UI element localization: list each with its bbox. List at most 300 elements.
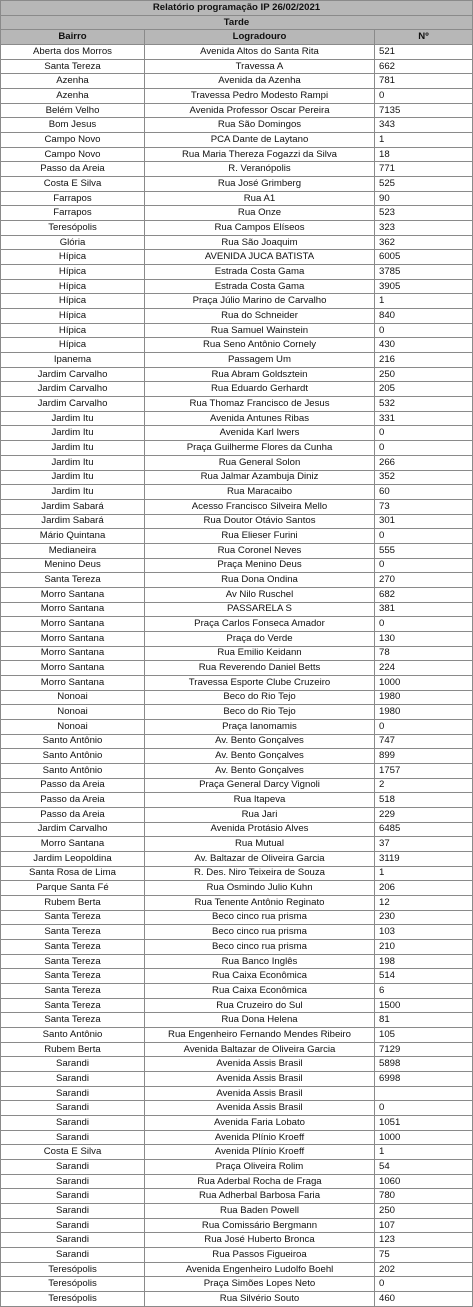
logradouro-cell: Travessa Esporte Clube Cruzeiro <box>145 675 375 690</box>
numero-cell: 60 <box>375 485 473 500</box>
logradouro-cell: Praça Carlos Fonseca Amador <box>145 617 375 632</box>
numero-cell: 323 <box>375 221 473 236</box>
numero-cell: 1 <box>375 1145 473 1160</box>
numero-cell: 747 <box>375 734 473 749</box>
numero-cell: 3119 <box>375 851 473 866</box>
logradouro-cell: Beco do Rio Tejo <box>145 690 375 705</box>
bairro-cell: Santo Antônio <box>1 749 145 764</box>
table-row <box>1 470 473 485</box>
bairro-cell: Santa Tereza <box>1 984 145 999</box>
bairro-cell: Sarandi <box>1 1057 145 1072</box>
numero-cell: 6485 <box>375 822 473 837</box>
numero-cell: 781 <box>375 74 473 89</box>
bairro-cell: Morro Santana <box>1 661 145 676</box>
table-row <box>1 206 473 221</box>
numero-cell: 12 <box>375 895 473 910</box>
numero-cell: 5898 <box>375 1057 473 1072</box>
bairro-cell: Sarandi <box>1 1218 145 1233</box>
logradouro-cell: Rua Maracaibo <box>145 485 375 500</box>
logradouro-cell: Praça Guilherme Flores da Cunha <box>145 441 375 456</box>
logradouro-cell: Avenida Plínio Kroeff <box>145 1145 375 1160</box>
bairro-cell: Morro Santana <box>1 837 145 852</box>
logradouro-cell: Rua Onze <box>145 206 375 221</box>
table-row <box>1 734 473 749</box>
column-header-row <box>1 30 473 45</box>
bairro-cell: Passo da Areia <box>1 807 145 822</box>
bairro-cell: Santa Tereza <box>1 59 145 74</box>
logradouro-cell: Rua São Joaquim <box>145 235 375 250</box>
bairro-cell: Hípica <box>1 338 145 353</box>
logradouro-cell: Avenida Baltazar de Oliveira Garcia <box>145 1042 375 1057</box>
bairro-cell: Passo da Areia <box>1 793 145 808</box>
table-row <box>1 309 473 324</box>
bairro-cell: Morro Santana <box>1 631 145 646</box>
bairro-cell: Rubem Berta <box>1 1042 145 1057</box>
logradouro-cell: R. Des. Niro Teixeira de Souza <box>145 866 375 881</box>
logradouro-cell: Acesso Francisco Silveira Mello <box>145 499 375 514</box>
logradouro-cell: Rua Samuel Wainstein <box>145 323 375 338</box>
logradouro-cell: Rua Campos Elíseos <box>145 221 375 236</box>
bairro-cell: Sarandi <box>1 1116 145 1131</box>
table-row <box>1 323 473 338</box>
numero-cell: 1060 <box>375 1174 473 1189</box>
logradouro-cell: Praça Oliveira Rolim <box>145 1160 375 1175</box>
bairro-cell: Hípica <box>1 279 145 294</box>
bairro-cell: Jardim Itu <box>1 455 145 470</box>
bairro-cell: Costa E Silva <box>1 177 145 192</box>
bairro-cell: Jardim Itu <box>1 485 145 500</box>
logradouro-cell: Avenida Karl Iwers <box>145 426 375 441</box>
column-header-logradouro: Logradouro <box>145 30 375 45</box>
numero-cell: 224 <box>375 661 473 676</box>
bairro-cell: Azenha <box>1 89 145 104</box>
table-row <box>1 954 473 969</box>
bairro-cell: Campo Novo <box>1 147 145 162</box>
table-row <box>1 147 473 162</box>
numero-cell: 0 <box>375 1277 473 1292</box>
logradouro-cell: Rua Elieser Furini <box>145 529 375 544</box>
logradouro-cell: Rua Maria Thereza Fogazzi da Silva <box>145 147 375 162</box>
logradouro-cell: Av Nilo Ruschel <box>145 587 375 602</box>
table-row <box>1 1233 473 1248</box>
logradouro-cell: Avenida Assis Brasil <box>145 1086 375 1101</box>
bairro-cell: Santa Tereza <box>1 925 145 940</box>
bairro-cell: Morro Santana <box>1 617 145 632</box>
bairro-cell: Farrapos <box>1 206 145 221</box>
numero-cell: 771 <box>375 162 473 177</box>
table-body <box>1 45 473 1307</box>
bairro-cell: Sarandi <box>1 1248 145 1263</box>
bairro-cell: Jardim Carvalho <box>1 397 145 412</box>
bairro-cell: Santa Rosa de Lima <box>1 866 145 881</box>
logradouro-cell: Rua Reverendo Daniel Betts <box>145 661 375 676</box>
logradouro-cell: Travessa Pedro Modesto Rampi <box>145 89 375 104</box>
table-row <box>1 998 473 1013</box>
numero-cell: 301 <box>375 514 473 529</box>
numero-cell: 78 <box>375 646 473 661</box>
numero-cell: 0 <box>375 441 473 456</box>
bairro-cell: Jardim Itu <box>1 441 145 456</box>
report-title-row <box>1 1 473 16</box>
bairro-cell: Rubem Berta <box>1 895 145 910</box>
logradouro-cell: Praça Simões Lopes Neto <box>145 1277 375 1292</box>
logradouro-cell: Rua Jalmar Azambuja Diniz <box>145 470 375 485</box>
numero-cell: 532 <box>375 397 473 412</box>
bairro-cell: Campo Novo <box>1 133 145 148</box>
bairro-cell: Parque Santa Fé <box>1 881 145 896</box>
table-row <box>1 485 473 500</box>
logradouro-cell: Rua Comissário Bergmann <box>145 1218 375 1233</box>
logradouro-cell: Rua Mutual <box>145 837 375 852</box>
table-row <box>1 1204 473 1219</box>
table-row <box>1 45 473 60</box>
numero-cell: 216 <box>375 353 473 368</box>
logradouro-cell: Rua Dona Ondina <box>145 573 375 588</box>
table-row <box>1 221 473 236</box>
bairro-cell: Hípica <box>1 309 145 324</box>
report-subtitle-row <box>1 15 473 30</box>
logradouro-cell: Rua Baden Powell <box>145 1204 375 1219</box>
table-row <box>1 675 473 690</box>
numero-cell: 1500 <box>375 998 473 1013</box>
column-header-bairro: Bairro <box>1 30 145 45</box>
bairro-cell: Jardim Carvalho <box>1 382 145 397</box>
numero-cell: 523 <box>375 206 473 221</box>
numero-cell: 202 <box>375 1262 473 1277</box>
numero-cell: 107 <box>375 1218 473 1233</box>
table-row <box>1 1218 473 1233</box>
numero-cell: 2 <box>375 778 473 793</box>
logradouro-cell: Praça Menino Deus <box>145 558 375 573</box>
numero-cell: 514 <box>375 969 473 984</box>
table-row <box>1 558 473 573</box>
numero-cell: 103 <box>375 925 473 940</box>
bairro-cell: Jardim Itu <box>1 411 145 426</box>
table-row <box>1 646 473 661</box>
logradouro-cell: Avenida Antunes Ribas <box>145 411 375 426</box>
numero-cell: 210 <box>375 940 473 955</box>
table-row <box>1 881 473 896</box>
logradouro-cell: Rua Dona Helena <box>145 1013 375 1028</box>
logradouro-cell: Beco cinco rua prisma <box>145 910 375 925</box>
numero-cell: 840 <box>375 309 473 324</box>
numero-cell: 0 <box>375 719 473 734</box>
bairro-cell: Sarandi <box>1 1160 145 1175</box>
table-row <box>1 822 473 837</box>
table-row <box>1 265 473 280</box>
logradouro-cell: Av. Bento Gonçalves <box>145 749 375 764</box>
numero-cell: 1 <box>375 133 473 148</box>
logradouro-cell: Rua General Solon <box>145 455 375 470</box>
bairro-cell: Nonoai <box>1 705 145 720</box>
logradouro-cell: Rua Itapeva <box>145 793 375 808</box>
bairro-cell: Jardim Itu <box>1 470 145 485</box>
logradouro-cell: Av. Bento Gonçalves <box>145 734 375 749</box>
table-row <box>1 529 473 544</box>
bairro-cell: Sarandi <box>1 1101 145 1116</box>
table-row <box>1 294 473 309</box>
table-row <box>1 397 473 412</box>
table-row <box>1 749 473 764</box>
bairro-cell: Hípica <box>1 294 145 309</box>
numero-cell: 206 <box>375 881 473 896</box>
bairro-cell: Sarandi <box>1 1130 145 1145</box>
logradouro-cell: Estrada Costa Gama <box>145 265 375 280</box>
logradouro-cell: Beco cinco rua prisma <box>145 940 375 955</box>
numero-cell: 555 <box>375 543 473 558</box>
bairro-cell: Sarandi <box>1 1189 145 1204</box>
bairro-cell: Jardim Sabará <box>1 514 145 529</box>
numero-cell: 381 <box>375 602 473 617</box>
numero-cell: 0 <box>375 558 473 573</box>
numero-cell: 250 <box>375 1204 473 1219</box>
bairro-cell: Nonoai <box>1 719 145 734</box>
report-subtitle: Tarde <box>1 15 473 30</box>
column-header-numero: Nº <box>375 30 473 45</box>
table-row <box>1 1116 473 1131</box>
logradouro-cell: Rua São Domingos <box>145 118 375 133</box>
table-row <box>1 1057 473 1072</box>
table-row <box>1 866 473 881</box>
table-row <box>1 514 473 529</box>
numero-cell: 1757 <box>375 763 473 778</box>
numero-cell: 90 <box>375 191 473 206</box>
logradouro-cell: Rua Adherbal Barbosa Faria <box>145 1189 375 1204</box>
table-row <box>1 602 473 617</box>
bairro-cell: Santo Antônio <box>1 1028 145 1043</box>
table-row <box>1 793 473 808</box>
bairro-cell: Menino Deus <box>1 558 145 573</box>
bairro-cell: Morro Santana <box>1 587 145 602</box>
numero-cell: 229 <box>375 807 473 822</box>
bairro-cell: Azenha <box>1 74 145 89</box>
table-row <box>1 807 473 822</box>
logradouro-cell: Rua Seno Antônio Cornely <box>145 338 375 353</box>
table-row <box>1 969 473 984</box>
bairro-cell: Belém Velho <box>1 103 145 118</box>
logradouro-cell: Avenida Assis Brasil <box>145 1101 375 1116</box>
table-row <box>1 837 473 852</box>
numero-cell: 0 <box>375 617 473 632</box>
table-row <box>1 89 473 104</box>
bairro-cell: Santa Tereza <box>1 573 145 588</box>
bairro-cell: Santo Antônio <box>1 763 145 778</box>
table-row <box>1 338 473 353</box>
logradouro-cell: Travessa A <box>145 59 375 74</box>
numero-cell: 1 <box>375 866 473 881</box>
logradouro-cell: Rua Abram Goldsztein <box>145 367 375 382</box>
bairro-cell: Morro Santana <box>1 602 145 617</box>
bairro-cell: Teresópolis <box>1 1277 145 1292</box>
bairro-cell: Santa Tereza <box>1 1013 145 1028</box>
numero-cell: 3905 <box>375 279 473 294</box>
table-row <box>1 984 473 999</box>
bairro-cell: Jardim Sabará <box>1 499 145 514</box>
numero-cell: 521 <box>375 45 473 60</box>
logradouro-cell: Rua Emilio Keidann <box>145 646 375 661</box>
numero-cell: 37 <box>375 837 473 852</box>
table-row <box>1 910 473 925</box>
bairro-cell: Sarandi <box>1 1233 145 1248</box>
table-row <box>1 279 473 294</box>
numero-cell: 270 <box>375 573 473 588</box>
bairro-cell: Jardim Itu <box>1 426 145 441</box>
table-row <box>1 411 473 426</box>
numero-cell: 198 <box>375 954 473 969</box>
table-row <box>1 1013 473 1028</box>
logradouro-cell: Rua Cruzeiro do Sul <box>145 998 375 1013</box>
bairro-cell: Santa Tereza <box>1 969 145 984</box>
table-row <box>1 617 473 632</box>
bairro-cell: Sarandi <box>1 1204 145 1219</box>
numero-cell: 130 <box>375 631 473 646</box>
table-row <box>1 103 473 118</box>
logradouro-cell: Beco do Rio Tejo <box>145 705 375 720</box>
logradouro-cell: Rua Coronel Neves <box>145 543 375 558</box>
numero-cell: 250 <box>375 367 473 382</box>
table-row <box>1 925 473 940</box>
logradouro-cell: PCA Dante de Laytano <box>145 133 375 148</box>
numero-cell: 73 <box>375 499 473 514</box>
logradouro-cell: Beco cinco rua prisma <box>145 925 375 940</box>
bairro-cell: Hípica <box>1 265 145 280</box>
table-row <box>1 235 473 250</box>
bairro-cell: Teresópolis <box>1 1292 145 1307</box>
logradouro-cell: Praça Ianomamis <box>145 719 375 734</box>
numero-cell: 682 <box>375 587 473 602</box>
bairro-cell: Bom Jesus <box>1 118 145 133</box>
bairro-cell: Teresópolis <box>1 1262 145 1277</box>
bairro-cell: Teresópolis <box>1 221 145 236</box>
logradouro-cell: Passagem Um <box>145 353 375 368</box>
logradouro-cell: Rua A1 <box>145 191 375 206</box>
bairro-cell: Sarandi <box>1 1174 145 1189</box>
numero-cell: 6998 <box>375 1072 473 1087</box>
logradouro-cell: Avenida Plínio Kroeff <box>145 1130 375 1145</box>
logradouro-cell: Rua Passos Figueiroa <box>145 1248 375 1263</box>
numero-cell: 6 <box>375 984 473 999</box>
bairro-cell: Santa Tereza <box>1 954 145 969</box>
table-row <box>1 177 473 192</box>
logradouro-cell: Avenida Engenheiro Ludolfo Boehl <box>145 1262 375 1277</box>
table-row <box>1 1145 473 1160</box>
bairro-cell: Morro Santana <box>1 646 145 661</box>
table-row <box>1 631 473 646</box>
table-row <box>1 1262 473 1277</box>
logradouro-cell: Praça General Darcy Vignoli <box>145 778 375 793</box>
bairro-cell: Jardim Carvalho <box>1 822 145 837</box>
table-row <box>1 543 473 558</box>
bairro-cell: Sarandi <box>1 1072 145 1087</box>
logradouro-cell: Rua Aderbal Rocha de Fraga <box>145 1174 375 1189</box>
numero-cell: 331 <box>375 411 473 426</box>
logradouro-cell: Av. Baltazar de Oliveira Garcia <box>145 851 375 866</box>
bairro-cell: Glória <box>1 235 145 250</box>
bairro-cell: Aberta dos Morros <box>1 45 145 60</box>
numero-cell: 352 <box>375 470 473 485</box>
numero-cell: 1980 <box>375 690 473 705</box>
numero-cell: 230 <box>375 910 473 925</box>
numero-cell: 525 <box>375 177 473 192</box>
logradouro-cell: Avenida Faria Lobato <box>145 1116 375 1131</box>
numero-cell: 0 <box>375 323 473 338</box>
logradouro-cell: Av. Bento Gonçalves <box>145 763 375 778</box>
table-row <box>1 455 473 470</box>
numero-cell: 662 <box>375 59 473 74</box>
bairro-cell: Jardim Leopoldina <box>1 851 145 866</box>
logradouro-cell: Avenida Professor Oscar Pereira <box>145 103 375 118</box>
table-row <box>1 1042 473 1057</box>
logradouro-cell: Avenida Assis Brasil <box>145 1057 375 1072</box>
table-row <box>1 426 473 441</box>
logradouro-cell: Rua Tenente Antônio Reginato <box>145 895 375 910</box>
table-row <box>1 118 473 133</box>
numero-cell: 7135 <box>375 103 473 118</box>
bairro-cell: Ipanema <box>1 353 145 368</box>
logradouro-cell: Rua Caixa Econômica <box>145 984 375 999</box>
numero-cell: 105 <box>375 1028 473 1043</box>
numero-cell: 1 <box>375 294 473 309</box>
logradouro-cell: Estrada Costa Gama <box>145 279 375 294</box>
table-row <box>1 162 473 177</box>
table-row <box>1 382 473 397</box>
bairro-cell: Jardim Carvalho <box>1 367 145 382</box>
numero-cell: 3785 <box>375 265 473 280</box>
numero-cell: 1000 <box>375 1130 473 1145</box>
numero-cell: 266 <box>375 455 473 470</box>
table-row <box>1 499 473 514</box>
logradouro-cell: Rua Thomaz Francisco de Jesus <box>145 397 375 412</box>
bairro-cell: Santa Tereza <box>1 940 145 955</box>
table-row <box>1 778 473 793</box>
numero-cell: 75 <box>375 1248 473 1263</box>
bairro-cell: Costa E Silva <box>1 1145 145 1160</box>
logradouro-cell: Avenida Assis Brasil <box>145 1072 375 1087</box>
numero-cell: 81 <box>375 1013 473 1028</box>
table-row <box>1 940 473 955</box>
table-row <box>1 1101 473 1116</box>
logradouro-cell: PASSARELA S <box>145 602 375 617</box>
numero-cell: 1000 <box>375 675 473 690</box>
table-row <box>1 851 473 866</box>
numero-cell: 123 <box>375 1233 473 1248</box>
table-row <box>1 1277 473 1292</box>
table-row <box>1 191 473 206</box>
table-row <box>1 1072 473 1087</box>
logradouro-cell: Avenida Protásio Alves <box>145 822 375 837</box>
numero-cell <box>375 1086 473 1101</box>
table-row <box>1 895 473 910</box>
logradouro-cell: Rua Eduardo Gerhardt <box>145 382 375 397</box>
numero-cell: 7129 <box>375 1042 473 1057</box>
logradouro-cell: Rua Banco Inglês <box>145 954 375 969</box>
bairro-cell: Santa Tereza <box>1 998 145 1013</box>
numero-cell: 205 <box>375 382 473 397</box>
table-row <box>1 367 473 382</box>
numero-cell: 518 <box>375 793 473 808</box>
numero-cell: 0 <box>375 89 473 104</box>
table-row <box>1 690 473 705</box>
bairro-cell: Mário Quintana <box>1 529 145 544</box>
report-title: Relatório programação IP 26/02/2021 <box>1 1 473 16</box>
table-row <box>1 587 473 602</box>
table-row <box>1 763 473 778</box>
bairro-cell: Santo Antônio <box>1 734 145 749</box>
table-row <box>1 1174 473 1189</box>
logradouro-cell: AVENIDA JUCA BATISTA <box>145 250 375 265</box>
table-row <box>1 719 473 734</box>
numero-cell: 780 <box>375 1189 473 1204</box>
